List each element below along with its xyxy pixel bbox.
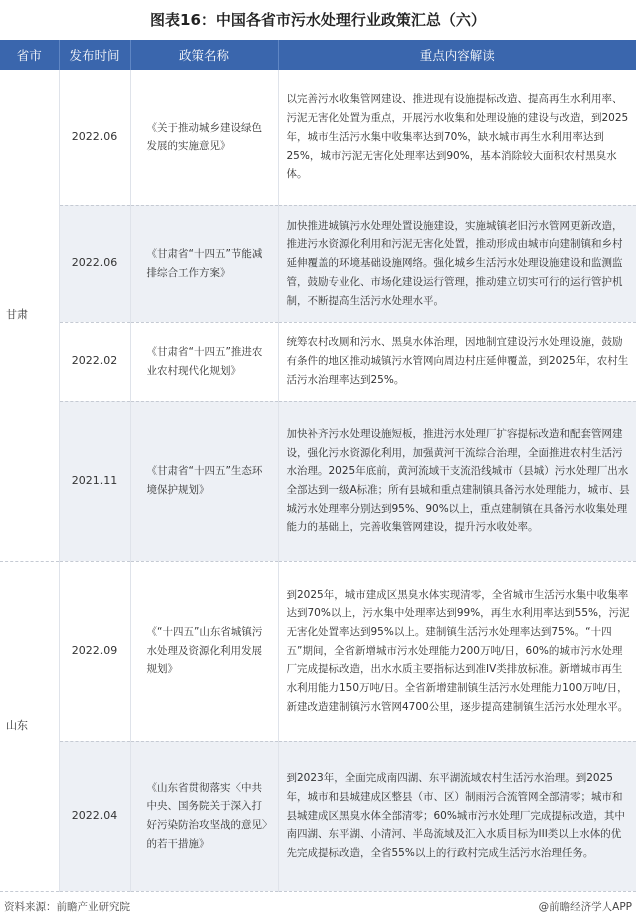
- column-header-policy: 政策名称: [130, 40, 278, 70]
- policy-name-cell: 《山东省贯彻落实〈中共中央、国务院关于深入打好污染防治攻坚战的意见〉的若干措施》: [130, 741, 278, 891]
- footer: [0, 896, 636, 916]
- date-cell: 2022.06: [59, 70, 130, 205]
- table-row: [0, 401, 636, 561]
- policy-name-cell: 《甘肃省“十四五”生态环境保护规划》: [130, 401, 278, 561]
- date-cell: 2021.11: [59, 401, 130, 561]
- table-row: [0, 741, 636, 891]
- province-cell-shandong: 山东: [0, 561, 59, 891]
- content-cell: 加快推进城镇污水处理处置设施建设，实施城镇老旧污水管网更新改造，推进污水资源化利用和污泥无害化处置，推动形成由城市向建制镇和乡村延伸覆盖的环境基础设施网络。强化城乡生活污水处理设施建设和监测监管，鼓励专业化、市场化建设运行管理，推动建立切实可行的运行管护机制，不断提高生活污水处理水平。: [278, 205, 636, 322]
- column-header-province: 省市: [0, 40, 59, 70]
- column-header-content: 重点内容解读: [278, 40, 636, 70]
- page-title: 图表16：中国各省市污水处理行业政策汇总（六）: [150, 11, 486, 29]
- policy-name-cell: 《甘肃省“十四五”推进农业农村现代化规划》: [130, 322, 278, 401]
- content-cell: 统筹农村改厕和污水、黑臭水体治理，因地制宜建设污水处理设施，鼓励有条件的地区推动城镇污水管网向周边村庄延伸覆盖，到2025年，农村生活污水治理率达到25%。: [278, 322, 636, 401]
- content-cell: 以完善污水收集管网建设、推进现有设施提标改造、提高再生水利用率、污泥无害化处置为重点，开展污水收集和处理设施的建设与改造，到2025年，城市生活污水集中收集率达到70%，缺水城市再生水利用率达到25%，城市污泥无害化处理率达到90%，基本消除较大面积农村黑臭水体。: [278, 70, 636, 205]
- table-header-row: [0, 40, 636, 70]
- policy-table: [0, 40, 636, 892]
- source-note: 资料来源：前瞻产业研究院: [4, 901, 130, 913]
- content-cell: 到2025年，城市建成区黑臭水体实现清零，全省城市生活污水集中收集率达到70%以上，污水集中处理率达到99%，再生水利用率达到55%，污泥无害化处置率达到95%以上。建制镇生活污水处理率达到75%。“十四五”期间，全省新增城市污水处理能力200万吨/日，60%的城市污水处理厂完成提标改造，出水水质主要指标达到准IV类排放标准。新增城市再生水利用能力150万吨/日。全省新增建制镇生活污水处理能力100万吨/日，新建改造建制镇污水管网4700公里，逐步提高建制镇生活污水处理水平。: [278, 561, 636, 741]
- table-row: [0, 205, 636, 322]
- date-cell: 2022.04: [59, 741, 130, 891]
- column-header-date: 发布时间: [59, 40, 130, 70]
- brand-credit: @前瞻经济学人APP: [538, 901, 632, 913]
- table-row: [0, 70, 636, 205]
- content-cell: 到2023年，全面完成南四湖、东平湖流域农村生活污水治理。到2025年，城市和县城建成区整县（市、区）制雨污合流管网全部清零；城市和县城建成区黑臭水体全部清零；60%城市污水处理厂完成提标改造，其中南四湖、东平湖、小清河、半岛流域及汇入水质目标为III类以上水体的优先完成提标改造，全省55%以上的行政村完成生活污水治理任务。: [278, 741, 636, 891]
- policy-name-cell: 《“十四五”山东省城镇污水处理及资源化利用发展规划》: [130, 561, 278, 741]
- policy-name-cell: 《甘肃省“十四五”节能减排综合工作方案》: [130, 205, 278, 322]
- date-cell: 2022.06: [59, 205, 130, 322]
- content-cell: 加快补齐污水处理设施短板，推进污水处理厂扩容提标改造和配套管网建设，强化污水资源化利用，加强黄河干流综合治理，全面推进农村生活污水治理。2025年底前，黄河流域干支流沿线城市（县城）污水处理厂出水全部达到一级A标准；所有县城和重点建制镇具备污水处理能力，城市、县城污水处理率分别达到95%、90%以上，重点建制镇在具备污水收集处理能力的基础上，完善收集管网建设，提升污水收处率。: [278, 401, 636, 561]
- date-cell: 2022.02: [59, 322, 130, 401]
- date-cell: 2022.09: [59, 561, 130, 741]
- table-row: [0, 561, 636, 741]
- policy-name-cell: 《关于推动城乡建设绿色发展的实施意见》: [130, 70, 278, 205]
- province-cell-gansu: 甘肃: [0, 70, 59, 561]
- table-row: [0, 322, 636, 401]
